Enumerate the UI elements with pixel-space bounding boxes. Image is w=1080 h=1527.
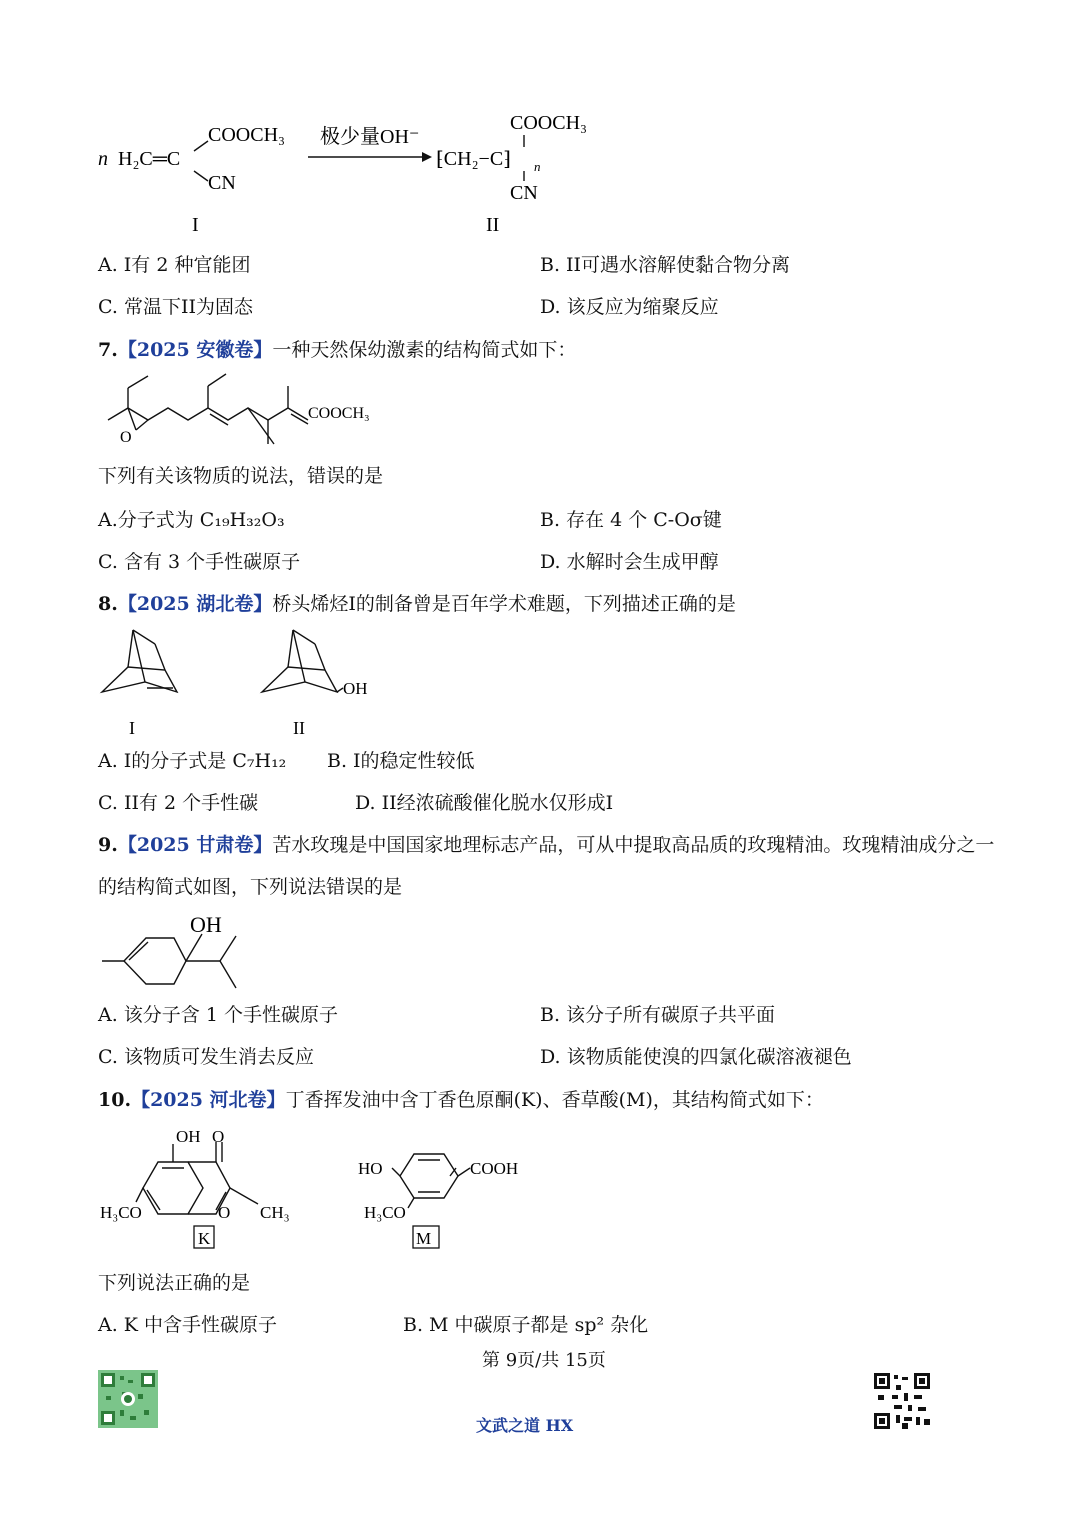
q7-source-tag: 【2025 安徽卷】 <box>117 339 273 361</box>
k-oh: OH <box>176 1127 201 1146</box>
q8-oh: OH <box>343 679 368 698</box>
q7-question: 下列有关该物质的说法，错误的是 <box>98 465 384 487</box>
k-carbonyl-o: O <box>212 1127 225 1146</box>
q7-option-b: B. 存在 4 个 C-Oσ键 <box>540 509 722 531</box>
polymer-n: n <box>534 159 541 174</box>
q7-structure <box>98 368 418 450</box>
monomer-coome: COOCH₃ <box>208 124 285 146</box>
q7-stem-text: 一种天然保幼激素的结构简式如下： <box>272 339 577 361</box>
k-ring-o: O <box>218 1203 231 1222</box>
q9-stem <box>98 833 994 857</box>
polymer-cn: CN <box>510 182 538 204</box>
reaction-scheme <box>90 105 630 240</box>
q10-source-tag: 【2025 河北卷】 <box>131 1089 286 1111</box>
q7-option-d: D. 水解时会生成甲醇 <box>540 551 719 573</box>
q7-option-a: A.分子式为 C₁₉H₃₂O₃ <box>98 509 285 531</box>
q7-stem <box>98 338 576 362</box>
q8-number: 8. <box>98 593 118 615</box>
q7-epoxide-o: O <box>120 429 132 446</box>
q9-source-tag: 【2025 甘肃卷】 <box>117 834 273 856</box>
q10-structure-m <box>358 1138 538 1254</box>
q8-option-b: B. I的稳定性较低 <box>327 750 475 772</box>
q9-oh: OH <box>190 912 222 937</box>
q7-ester-label: COOCH₃ <box>308 405 370 422</box>
q8-label-I: I <box>129 718 135 738</box>
q10-stem-text: 丁香挥发油中含丁香色原酮(K)、香草酸(M)，其结构简式如下： <box>285 1089 824 1111</box>
k-h3co: H₃CO <box>100 1203 142 1222</box>
k-label: K <box>198 1229 211 1248</box>
m-h3co: H₃CO <box>364 1203 406 1222</box>
q8-structures <box>95 622 395 740</box>
q9-option-c: C. 该物质可发生消去反应 <box>98 1046 314 1068</box>
q8-label-II: II <box>293 718 305 738</box>
q9-stem-line2: 的结构简式如图，下列说法错误的是 <box>98 876 403 898</box>
q9-option-d: D. 该物质能使溴的四氯化碳溶液褪色 <box>540 1046 852 1068</box>
label-I: I <box>192 214 199 236</box>
page-number: 第 9页/共 15页 <box>482 1350 606 1371</box>
q6-option-a: A. I有 2 种官能团 <box>98 254 251 276</box>
q8-stem-text: 桥头烯烃I的制备曾是百年学术难题，下列描述正确的是 <box>272 593 736 615</box>
m-label: M <box>416 1229 432 1248</box>
k-ch3: CH₃ <box>260 1203 290 1222</box>
label-II: II <box>486 214 500 236</box>
footer-brand: 文武之道 HX <box>476 1416 574 1435</box>
arrow-label: 极少量OH⁻ <box>320 126 420 148</box>
q10-question: 下列说法正确的是 <box>98 1272 251 1294</box>
q10-structure-k <box>98 1122 308 1254</box>
q7-number: 7. <box>98 339 118 361</box>
q7-option-c: C. 含有 3 个手性碳原子 <box>98 551 301 573</box>
q8-source-tag: 【2025 湖北卷】 <box>117 593 273 615</box>
q8-option-a: A. I的分子式是 C₇H₁₂ <box>98 750 287 772</box>
wechat-qr-code[interactable] <box>98 1370 158 1428</box>
monomer-cn: CN <box>208 172 236 194</box>
q6-option-b: B. II可遇水溶解使黏合物分离 <box>540 254 791 276</box>
q10-stem <box>98 1088 824 1112</box>
q8-option-d: D. II经浓硫酸催化脱水仅形成I <box>355 792 614 814</box>
q8-stem <box>98 592 736 616</box>
q9-option-a: A. 该分子含 1 个手性碳原子 <box>98 1004 338 1026</box>
monomer-formula: H₂C═C <box>118 148 181 170</box>
q6-option-c: C. 常温下II为固态 <box>98 296 253 318</box>
q6-option-d: D. 该反应为缩聚反应 <box>540 296 719 318</box>
qr-code[interactable] <box>874 1373 930 1429</box>
q9-number: 9. <box>98 834 118 856</box>
q9-structure <box>98 906 258 998</box>
reaction-n: n <box>98 148 108 170</box>
q9-stem-text: 苦水玫瑰是中国国家地理标志产品，可从中提取高品质的玫瑰精油。玫瑰精油成分之一 <box>272 834 995 856</box>
q8-option-c: C. II有 2 个手性碳 <box>98 792 259 814</box>
q9-option-b: B. 该分子所有碳原子共平面 <box>540 1004 776 1026</box>
m-ho: HO <box>358 1159 383 1178</box>
q10-option-b: B. M 中碳原子都是 sp² 杂化 <box>403 1314 649 1336</box>
q10-option-a: A. K 中含手性碳原子 <box>98 1314 278 1336</box>
polymer-chain: ⁅CH₂−C⁆ <box>436 148 511 170</box>
polymer-coome: COOCH₃ <box>510 112 587 134</box>
m-cooh: COOH <box>470 1159 519 1178</box>
q10-number: 10. <box>98 1089 132 1111</box>
